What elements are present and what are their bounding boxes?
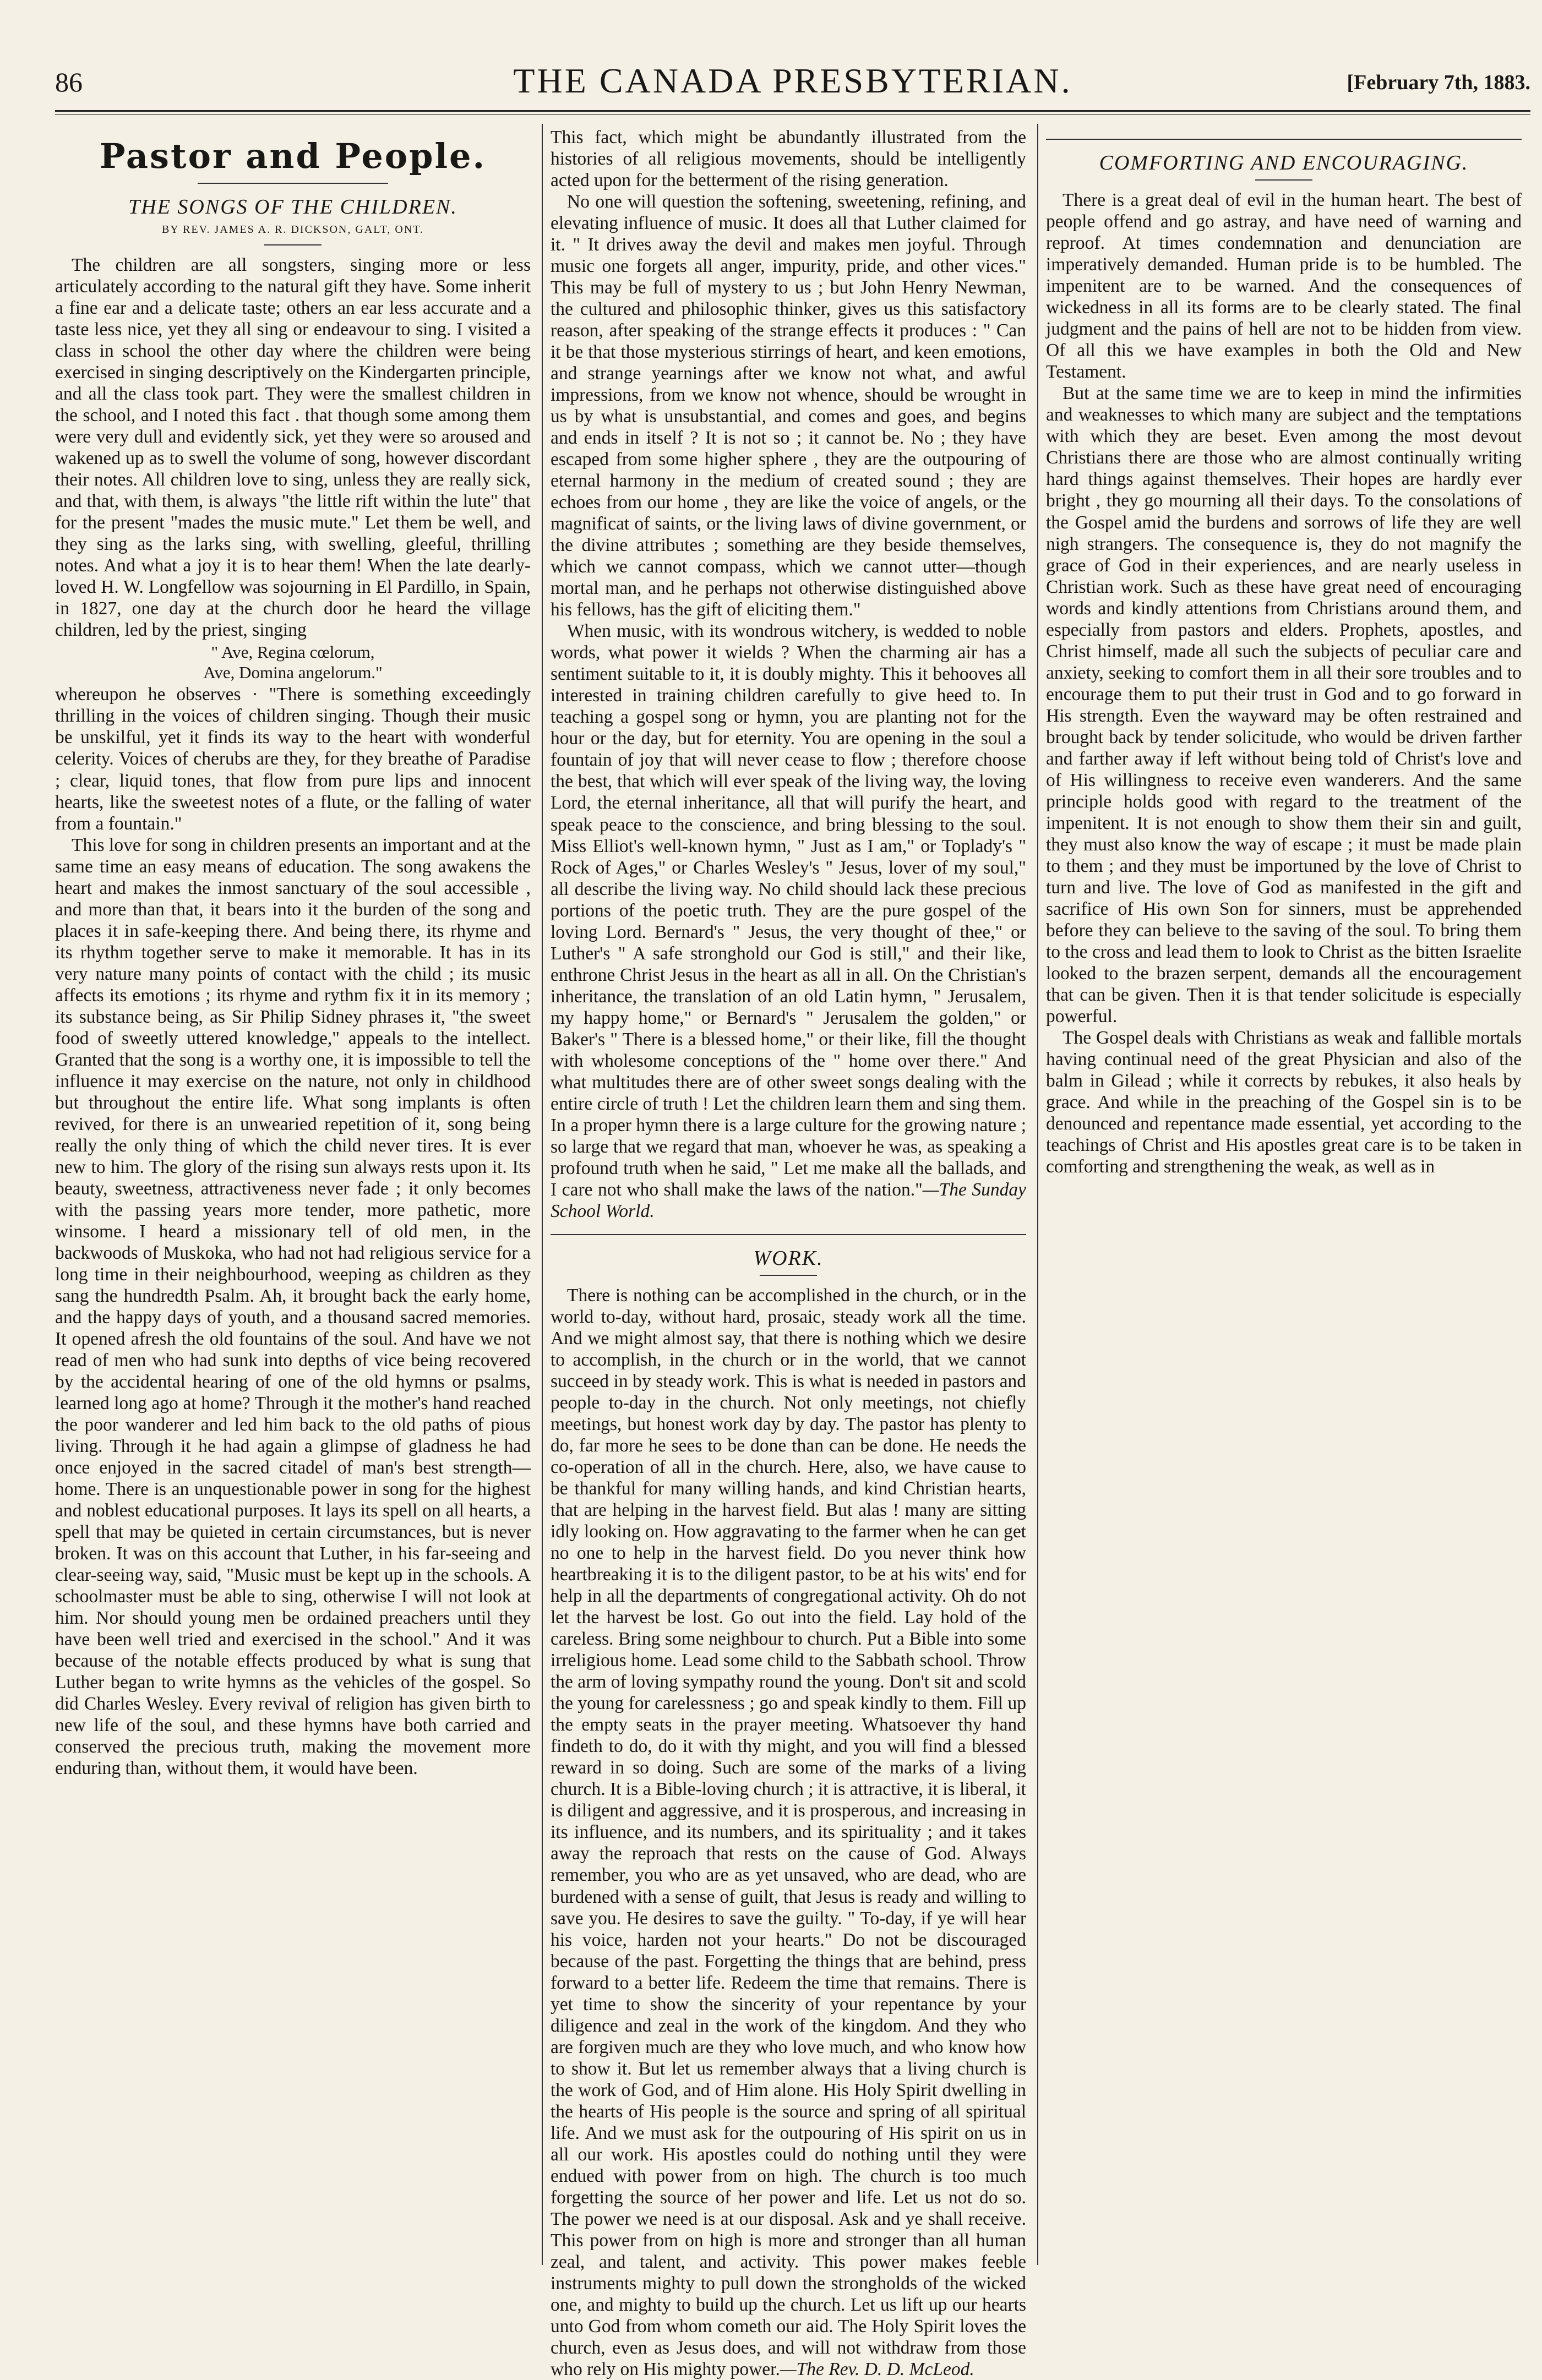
article-byline-songs: BY REV. JAMES A. R. DICKSON, GALT, ONT.	[161, 223, 424, 236]
songs-paragraph-6	[551, 620, 1026, 1221]
work-paragraph-1	[551, 1285, 1026, 2380]
article-title-songs: THE SONGS OF THE CHILDREN.	[128, 195, 457, 219]
songs-paragraph-6-text: When music, with its wondrous witchery, is wedded to noble words, what power it wields ? When the charming air has a sentiment suitable to it, it is doubly mighty. This it behooves all interested in training children carefully to give heed to. In teaching a gospel song or hymn, you are planting not for the hour or the day, but for eternity. You are opening in the soul a fountain of joy that will never cease to flow ; therefore choose the best, that which will ever speak of the living way, the loving Lord, the eternal inheritance, all that will purify the heart, and speak peace to the conscience, and bring blessing to the soul. Miss Elliot's well-known hymn, " Just as I am," or Toplady's " Rock of Ages," or Charles Wesley's " Jesus, lover of my soul," all describe the living way. No child should lack these precious portions of the poetic truth. They are the pure gospel of the loving Lord. Bernard's " Jesus, the very thought of thee," or Luther's " A safe stronghold our God is still," and their like, enthrone Christ Jesus in the heart as all in all. On the Christian's inheritance, the translation of an old Latin hymn, " Jerusalem, my happy home," or Bernard's " Jerusalem the golden," or Baker's " There is a blessed home," or their like, fill the thought with wholesome conceptions of the " home over there." And what multitudes there are of other sweet songs dealing with the entire circle of truth ! Let the children learn them and sing them. In a proper hymn there is a large culture for the growing nature ; so large that we regard that man, whoever he was, as speaking a profound truth when he said, " Let me make all the ballads, and I care not who shall make the laws of the nation."	[551, 621, 1026, 1200]
songs-paragraph-1: The children are all songsters, singing more or less articulately according to the natural gift they have. Some inherit a fine ear and a delicate taste; others an ear less accurate and a taste less nice, yet they all sing or endeavour to sing. I visited a class in school the other day where the children were being exercised in singing descriptively on the Kindergarten principle, and all the class took part. They were the smallest children in the school, and I noted this fact . that though some among them were very dull and evidently sick, yet they were so aroused and wakened up as to swell the volume of song, however discordant their notes. All children love to sing, unless they are really sick, and that, with them, is always "the little rift within the lute" that for the present "mades the music mute." Let them be well, and they sing as the larks sing, with swelling, gleeful, thrilling notes. And what a joy it is to hear them! When the late dearly-loved H. W. Longfellow was sojourning in El Pardillo, in Spain, in 1827, one day at the church door he heard the village children, led by the priest, singing	[55, 254, 531, 641]
songs-paragraph-3: This love for song in children presents an important and at the same time an easy means of education. The song awakens the heart and makes the inmost sanctuary of the soul accessible , and more than that, it bears into it the burden of the song and places it in safe-keeping there. And being there, its rhyme and its rhythm together serve to make it memorable. It has in its very nature many points of contact with the child ; its music affects its emotions ; its rhyme and rythm fix it in its memory ; its substance being, as Sir Philip Sidney phrases it, "the sweet food of sweetly uttered knowledge," appeals to the intellect. Granted that the song is a worthy one, it is impossible to tell the influence it may exercise on the nature, not only in childhood but throughout the entire life. What song implants is often revived, for there is an unwearied repetition of it, song being really the only thing of which the child never tires. It is ever new to him. The glory of the rising sun always rests upon it. Its beauty, sweetness, attractiveness never fade ; it only becomes with the passing years more tender, more pathetic, more winsome. I heard a missionary tell of old men, in the backwoods of Muskoka, who had not had religious service for a long time in their neighbourhood, weeping as children as they sang the hundredth Psalm. Ah, it brought back the early home, and the happy days of youth, and a thousand sacred memories. It opened afresh the old fountains of the soul. And have we not read of men who had sunk into depths of vice being recovered by the accidental hearing of one of the old hymns or psalms, learned long ago at home? Through it the mother's hand reached the poor wanderer and led him back to the old paths of pious living. Through it he had again a glimpse of gladness he had once enjoyed in the sacred citadel of man's best strength—home. There is an unquestionable power in song for the highest and noblest educational purposes. It lays its spell on all hearts, a spell that may be quieted in certain circumstances, but is never broken. It was on this account that Luther, in his far-seeing and clear-seeing way, said, "Music must be kept up in the schools. A schoolmaster must be able to sing, otherwise I will not look at him. Nor should young men be ordained preachers until they have been well tried and exercised in the school." And it was because of the notable effects produced by what is sung that Luther began to write hymns as the vehicles of the gospel. So did Charles Wesley. Every revival of religion has given birth to new life of the soul, and these hymns have both carried and conserved the precious truth, making the movement more enduring than, without them, it would have been.	[55, 834, 531, 1779]
comforting-paragraph-3: The Gospel deals with Christians as weak and fallible mortals having continual need of the great Physician and also of the balm in Gilead ; while it corrects by rebukes, it also heals by grace. And while in the preaching of the Gospel sin is to be denounced and repentance made essential, yet according to the teachings of Christ and His apostles great care is to be taken in comforting and strengthening the weak, as well as in	[1046, 1027, 1522, 1177]
column-rule-2	[1037, 124, 1038, 2265]
work-paragraph-1-text: There is nothing can be accomplished in the church, or in the world to-day, without hard, prosaic, steady work all the time. And we might almost say, that there is nothing which we desire to accomplish, in the church or in the world, that we cannot succeed in by steady work. This is what is needed in pastors and people to-day in the church. Not only meetings, not chiefly meetings, but honest work day by day. The pastor has plenty to do, far more he sees to be done than can be done. He needs the co-operation of all in the church. Here, also, we have cause to be thankful for many willing hands, and kind Christian hearts, that are helping in the harvest field. But alas ! many are sitting idly looking on. How aggravating to the farmer when he can get no one to help in the harvest field. Do you never think how heartbreaking it is to the diligent pastor, to be at his wits' end for help in all the departments of congregational activity. Oh do not let the harvest be lost. Go out into the field. Lay hold of the careless. Bring some neighbour to church. Put a Bible into some irreligious home. Lead some child to the Sabbath school. Throw the arm of loving sympathy round the young. Don't sit and scold the young for carelessness ; go and speak kindly to them. Fill up the empty seats in the prayer meeting. Whatsoever thy hand findeth to do, do it with thy might, and you will find a blessed reward in so doing. Such are some of the marks of a living church. It is a Bible-loving church ; it is attractive, it is liberal, it is diligent and aggressive, and it is prosperous, and increasing in its influence, and its numbers, and its spirituality ; and it takes away the reproach that rests on the cause of God. Always remember, you who are as yet unsaved, who are dead, who are burdened with a sense of guilt, that Jesus is ready and willing to save you. He desires to save the guilty. " To-day, if ye will hear his voice, harden not your hearts." Do not be discouraged because of the past. Forgetting the things that are behind, press forward to a better life. Redeem the time that remains. There is yet time to show the sincerity of your repentance by your diligence and zeal in the work of the kingdom. And they who are forgiven much are they who love much, and who know how to show it. But let us remember always that a living church is the work of God, and of Him alone. His Holy Spirit dwelling in the hearts of His people is the source and spring of all spiritual life. And we must ask for the outpouring of His spirit on us in all our work. His apostles could do nothing until they were endued with power from on high. The church is too much forgetting the source of her power and life. Let us not do so. The power we need is at our disposal. Ask and ye shall receive. This power from on high is more and stronger than all human zeal, and talent, and activity. This power makes feeble instruments mighty to pull down the strongholds of the wicked one, and mighty to build up the church. Let us lift up our hearts unto God from whom cometh our aid. The Holy Spirit loves the church, even as Jesus does, and will not withdraw from those who rely on His mighty power.	[551, 1285, 1026, 2379]
column-1	[55, 127, 531, 2268]
section-rule	[551, 1234, 1026, 1235]
latin-verse-line-2: Ave, Domina angelorum."	[203, 663, 383, 683]
masthead-rule	[55, 110, 1530, 112]
masthead	[55, 61, 1530, 110]
comforting-paragraph-2: But at the same time we are to keep in mind the infirmities and weaknesses to which many are subject and the temptations with which they are beset. Even among the most devout Christians there are those who are almost continually writing hard things against themselves. Their hopes are hardly ever bright , they go mourning all their days. To the consolations of the Gospel amid the burdens and sorrows of life they are well nigh strangers. The consequence is, they do not magnify the grace of God in their experiences, and are nearly useless in Christian work. Such as these have great need of encouraging words and kindly attentions from Christians around them, and especially from pastors and elders. Prophets, apostles, and Christ himself, made all such the subjects of peculiar care and anxiety, seeking to comfort them in all their sore troubles and to encourage them to put their trust in God and to go forward in His strength. Even the wayward may be often restrained and brought back by tender solicitude, who would be driven farther and farther away if left without being told of Christ's love and of His willingness to receive even wanderers. And the same principle holds good with regard to the treatment of the impenitent. It is not enough to show them their sin and guilt, they must also know the way of escape ; it must be made plain to them ; and they must be importuned by the love of Christ to turn and live. The love of God as manifested in the gift and sacrifice of His own Son for sinners, must be apprehended before they can believe to the saving of the soul. To bring them to the cross and lead them to look to Christ as the bitten Israelite looked to the brazen serpent, demands all the encouragement that can be given. Then it is that tender solicitude is especially powerful.	[1046, 383, 1522, 1027]
newspaper-title: THE CANADA PRESBYTERIAN.	[513, 61, 1072, 100]
section-rule-comforting	[1046, 139, 1522, 140]
songs-paragraph-4: This fact, which might be abundantly illustrated from the histories of all religious movements, should be intelligently acted upon for the betterment of the rising generation.	[551, 127, 1026, 191]
page-number: 86	[55, 67, 83, 97]
column-rule-1	[542, 124, 543, 2265]
latin-verse	[55, 642, 531, 683]
songs-paragraph-5: No one will question the softening, sweetening, refining, and elevating influence of music. It does all that Luther claimed for it. " It drives away the devil and makes men joyful. Through music one forgets all anger, impurity, pride, and other vices." This may be full of mystery to us ; but John Henry Newman, the cultured and philosophic thinker, gives us this satisfactory reason, after speaking of the strange effects it produces : " Can it be that those mysterious stirrings of heart, and keen emotions, and strange yearnings after we know not what, and awful impressions, from we know not whence, should be wrought in us by what is unsubstantial, and comes and goes, and begins and ends in itself ? It is not so ; it cannot be. No ; they have escaped from some higher sphere , they are the outpouring of eternal harmony in the medium of created sound ; they are echoes from our home , they are like the voice of angels, or the magnificat of saints, or the living laws of divine government, or the divine attributes ; something are they beside themselves, which we cannot compass, which we cannot utter—though mortal man, and he perhaps not otherwise distinguished above his fellows, has the gift of eliciting them."	[551, 192, 1026, 620]
column-2	[551, 127, 1026, 2379]
masthead-rule-thin	[55, 114, 1530, 115]
songs-credit: —The Sunday School World.	[551, 1179, 1026, 1221]
department-heading: Pastor and People.	[99, 136, 487, 176]
work-credit: —The Rev. D. D. McLeod.	[780, 2359, 974, 2379]
article-title-comforting: COMFORTING AND ENCOURAGING.	[1099, 151, 1469, 174]
article-title-work: WORK.	[753, 1246, 824, 1270]
latin-verse-line-1: " Ave, Regina cœlorum,	[211, 642, 375, 662]
title-rule-work	[760, 1275, 817, 1276]
title-rule-comforting	[1255, 179, 1312, 181]
issue-date: [February 7th, 1883.	[1347, 71, 1530, 94]
songs-paragraph-2: whereupon he observes · "There is something exceedingly thrilling in the voices of children singing. Though their music be unskilful, yet it finds its way to the heart with wonderful celerity. Voices of cherubs are they, for they breathe of Paradise ; clear, liquid tones, that flow from pure lips and innocent hearts, like the sweetest notes of a flute, or the falling of water from a fountain."	[55, 684, 531, 834]
department-rule	[198, 183, 388, 184]
comforting-paragraph-1: There is a great deal of evil in the human heart. The best of people offend and go astray, and have need of warning and reproof. At times condemnation and denunciation are imperatively demanded. Human pride is to be humbled. The impenitent are to be warned. And the consequences of wickedness in all its forms are to be clearly stated. The final judgment and the pains of hell are not to be hidden from view. Of all this we have examples in both the Old and New Testament.	[1046, 190, 1522, 383]
byline-rule	[264, 244, 322, 245]
column-3	[1046, 127, 1522, 2268]
